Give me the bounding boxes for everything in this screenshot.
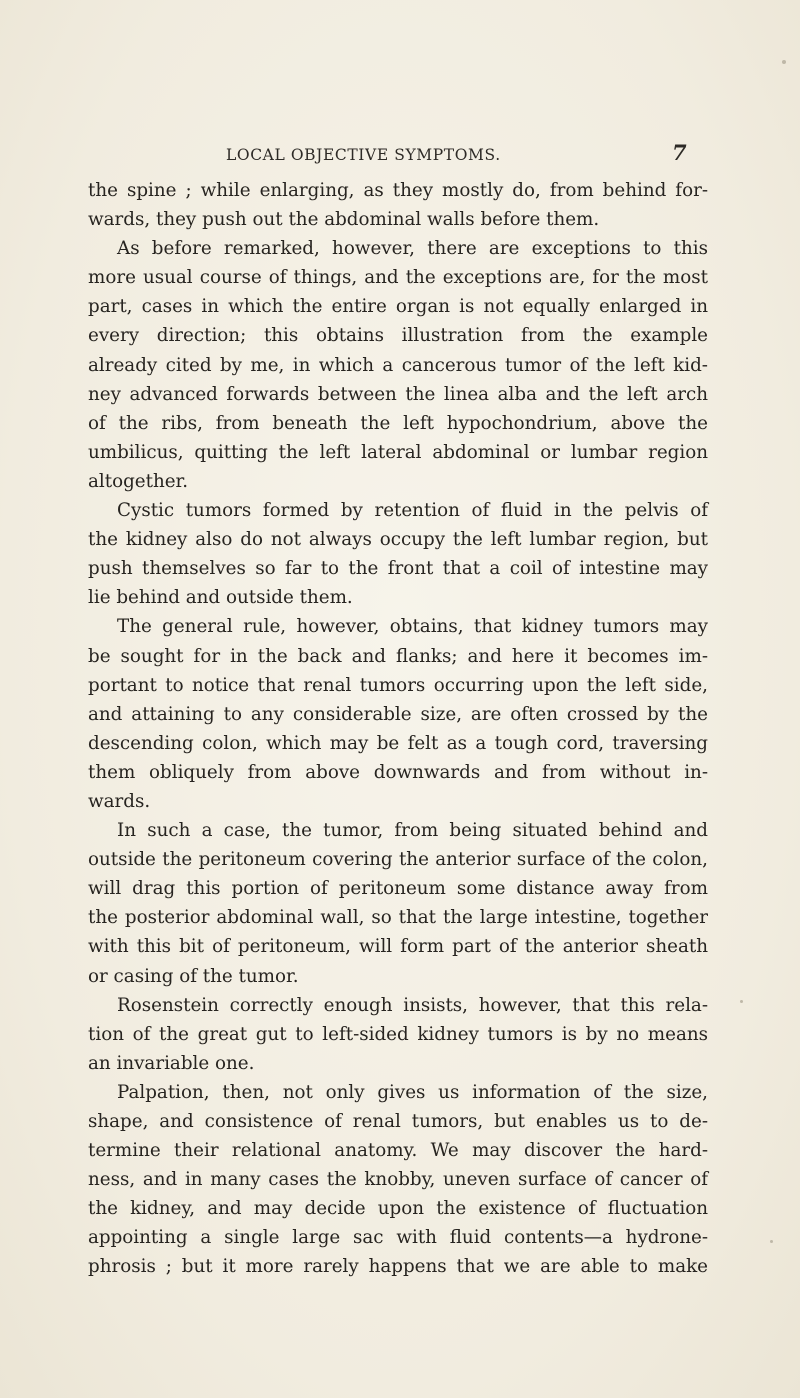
text-line: will drag this portion of peritoneum some distance away from	[88, 878, 708, 900]
paper-speck	[740, 1000, 743, 1003]
text-line: altogether.	[88, 470, 189, 492]
text-line: the kidney also do not always occupy the left lumbar region, but	[88, 529, 708, 551]
text-line: and attaining to any considerable size, are often crossed by the	[88, 703, 708, 725]
paragraph-start-line: As before remarked, however, there are exceptions to this	[117, 238, 708, 260]
text-line: shape, and consistence of renal tumors, but enables us to de-	[88, 1111, 708, 1132]
paragraph-start-line: Cystic tumors formed by retention of fluid in the pelvis of	[117, 500, 708, 522]
text-line: wards, they push out the abdominal walls before them.	[88, 209, 600, 231]
text-line: tion of the great gut to left-sided kidney tumors is by no means	[88, 1023, 708, 1045]
text-line: be sought for in the back and flanks; and here it becomes im-	[88, 645, 708, 667]
text-line: more usual course of things, and the exceptions are, for the most	[88, 267, 708, 289]
text-line: the spine ; while enlarging, as they mostly do, from behind for-	[88, 180, 708, 201]
text-line: termine their relational anatomy. We may discover the hard-	[88, 1140, 708, 1162]
text-line: or casing of the tumor.	[88, 965, 299, 987]
paragraph-start-line: Palpation, then, not only gives us information of the size,	[117, 1081, 708, 1103]
text-line: the kidney, and may decide upon the existence of fluctuation	[88, 1198, 708, 1220]
text-line: portant to notice that renal tumors occurring upon the left side,	[88, 674, 708, 696]
text-line: push themselves so far to the front that a coil of intestine may	[88, 558, 708, 580]
text-line: appointing a single large sac with fluid contents—a hydrone-	[88, 1227, 708, 1249]
text-line: already cited by me, in which a cancerous tumor of the left kid-	[88, 354, 708, 376]
text-line: the posterior abdominal wall, so that the large intestine, together	[88, 907, 708, 929]
text-line: lie behind and outside them.	[88, 587, 353, 609]
paragraph-start-line: In such a case, the tumor, from being situated behind and	[117, 820, 708, 842]
running-head: LOCAL OBJECTIVE SYMPTOMS.	[226, 146, 501, 164]
text-line: an invariable one.	[88, 1052, 255, 1074]
paragraph-start-line: The general rule, however, obtains, that kidney tumors may	[117, 616, 708, 638]
paper-speck	[782, 60, 786, 64]
text-line: descending colon, which may be felt as a tough cord, traversing	[88, 732, 708, 754]
text-line: with this bit of peritoneum, will form part of the anterior sheath	[88, 936, 708, 958]
body-text	[88, 176, 708, 1282]
page-number: 7	[672, 140, 687, 165]
text-line: part, cases in which the entire organ is not equally enlarged in	[88, 296, 708, 318]
text-line: outside the peritoneum covering the anterior surface of the colon,	[88, 849, 708, 871]
text-line: umbilicus, quitting the left lateral abdominal or lumbar region	[88, 441, 708, 463]
text-line: every direction; this obtains illustration from the example	[88, 325, 708, 347]
text-line: ness, and in many cases the knobby, uneven surface of cancer of	[88, 1169, 708, 1191]
paragraph-start-line: Rosenstein correctly enough insists, however, that this rela-	[117, 994, 708, 1016]
text-line: phrosis ; but it more rarely happens that we are able to make	[88, 1256, 708, 1278]
text-line: wards.	[88, 790, 151, 812]
paper-speck	[770, 1240, 773, 1243]
text-line: ney advanced forwards between the linea alba and the left arch	[88, 383, 708, 405]
text-line: of the ribs, from beneath the left hypochondrium, above the	[88, 412, 708, 434]
text-line: them obliquely from above downwards and from without in-	[88, 761, 708, 783]
